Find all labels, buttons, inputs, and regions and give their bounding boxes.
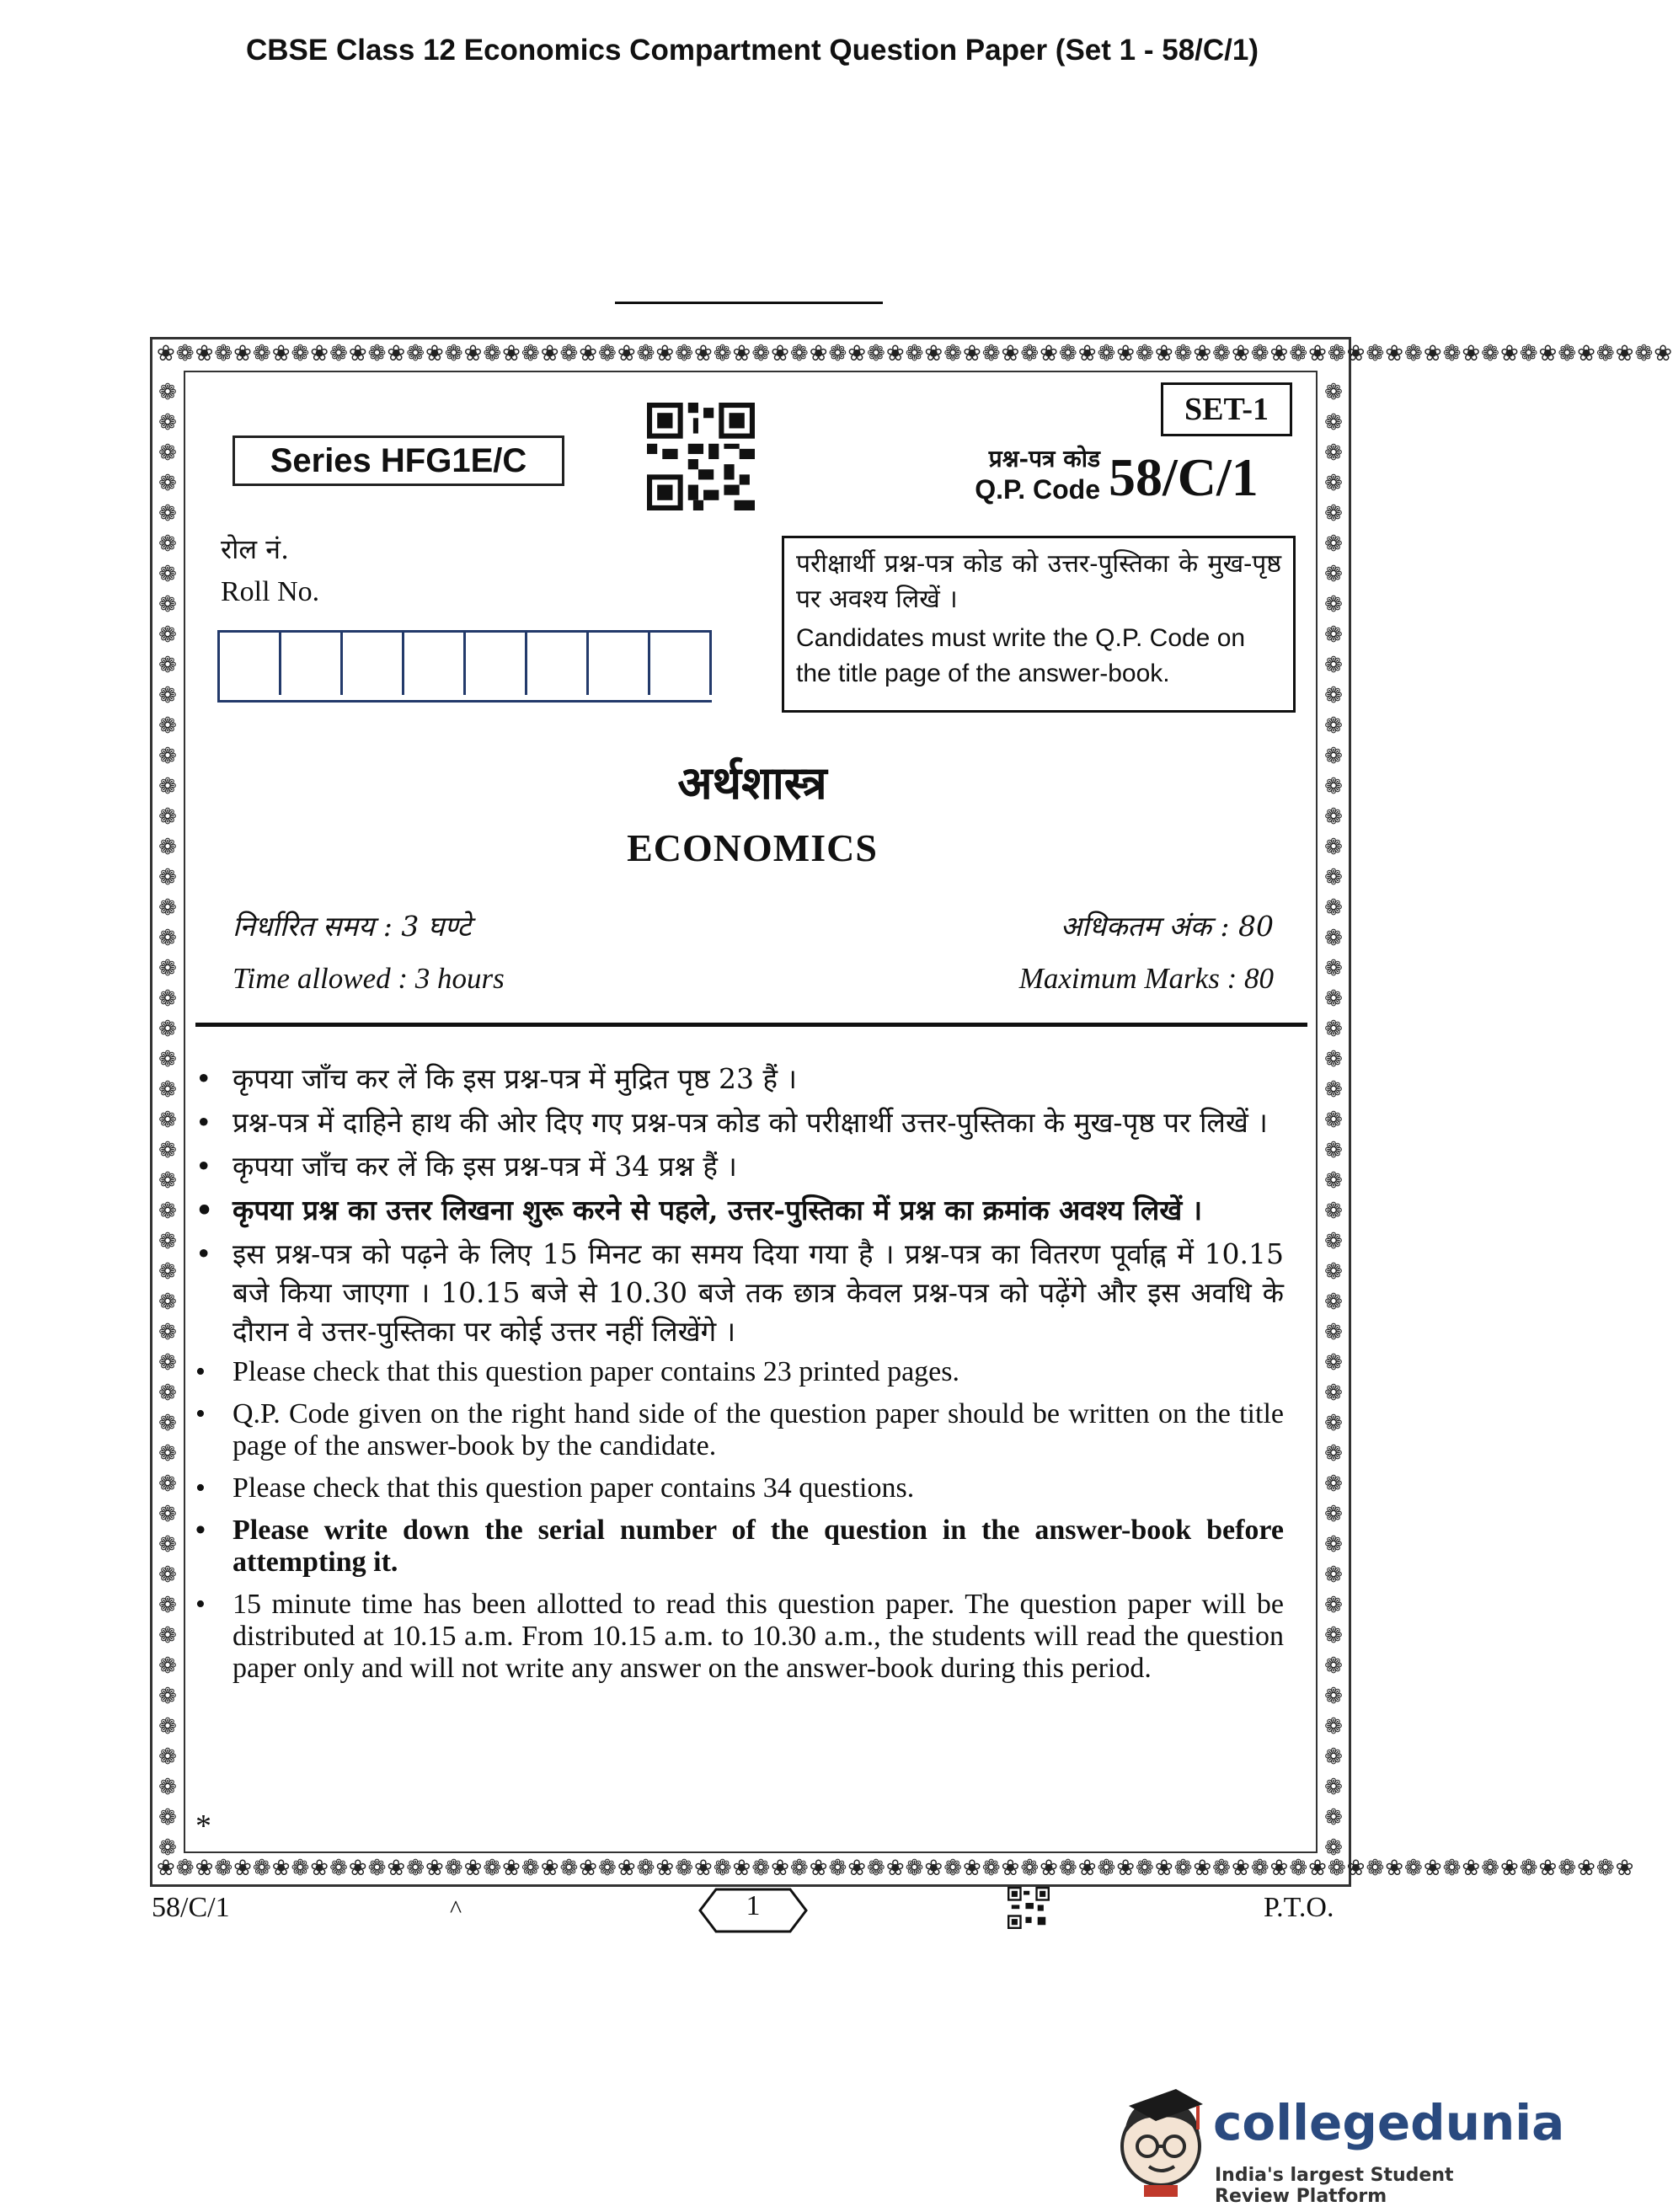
instruction-item: • Please check that this question paper contains 34 questions.: [195, 1472, 915, 1504]
maximum-marks-hindi: अधिकतम अंक : 80: [1060, 910, 1274, 943]
instruction-item: • Please check that this question paper contains 23 printed pages.: [195, 1356, 959, 1387]
series-label: Series HFG1E/C: [233, 435, 564, 486]
qp-code-instruction-box: [782, 536, 1296, 713]
subject-title: ECONOMICS: [627, 826, 878, 869]
roll-label-hindi: रोल नं.: [221, 533, 290, 565]
border-ornament-left: ❁❁❁❁❁❁❁❁❁❁❁❁❁❁❁❁❁❁❁❁❁❁❁❁❁❁❁❁❁❁❁❁❁❁❁❁❁❁❁❁❁❁❁❁❁❁❁❁❁: [158, 380, 177, 1861]
instruction-box-english: Candidates must write the Q.P. Code on the title page of the answer-book.: [796, 624, 1246, 687]
instruction-item: • कृपया जाँच कर लें कि इस प्रश्न-पत्र में 34 प्रश्न हैं ।: [195, 1150, 737, 1183]
qp-code-label: Q.P. Code: [975, 474, 1100, 505]
asterisk-mark: *: [195, 1809, 211, 1844]
roll-box: [589, 633, 650, 695]
roll-box: [220, 633, 281, 695]
footer-qp-code: 58/C/1: [152, 1892, 230, 1923]
please-turn-over: P.T.O.: [1264, 1892, 1334, 1923]
roll-box: [343, 633, 404, 695]
footer-caret: ^: [450, 1895, 462, 1923]
instruction-box-hindi: परीक्षार्थी प्रश्न-पत्र कोड को उत्तर-पुस्तिका के मुख-पृष्ठ पर अवश्य लिखें ।: [796, 549, 1281, 614]
border-ornament-right: ❁❁❁❁❁❁❁❁❁❁❁❁❁❁❁❁❁❁❁❁❁❁❁❁❁❁❁❁❁❁❁❁❁❁❁❁❁❁❁❁❁❁❁❁❁❁❁❁❁: [1324, 380, 1343, 1861]
header-divider: [195, 1023, 1307, 1027]
roll-box: [404, 633, 466, 695]
roll-box: [527, 633, 589, 695]
instruction-item: • कृपया प्रश्न का उत्तर लिखना शुरू करने से पहले, उत्तर-पुस्तिका में प्रश्न का क्रमांक अवश्य लिखें ।: [195, 1194, 1203, 1226]
border-ornament-bottom: ❀❁❀❁❀❁❀❁❀❁❀❁❀❁❀❁❀❁❀❁❀❁❀❁❀❁❀❁❀❁❀❁❀❁❀❁❀❁❀❁❀❁❀❁❀❁❀❁❀❁❀❁❀❁❀❁❀❁❀❁❀❁❀❁❀❁❀❁❀❁❀❁❀❁❀❁❀: [157, 1856, 1635, 1881]
qr-code-icon: [647, 403, 755, 510]
qr-code-small-icon: [1008, 1887, 1050, 1929]
logo-tagline: India's largest Student Review Platform: [1215, 2165, 1454, 2207]
roll-box: [650, 633, 712, 695]
instruction-item: • Q.P. Code given on the right hand side of the question paper should be written on the title page of the answer-book by the candidate.: [195, 1398, 1284, 1461]
instruction-item: • प्रश्न-पत्र में दाहिने हाथ की ओर दिए गए प्रश्न-पत्र कोड को परीक्षार्थी उत्तर-पुस्तिका के मुख-पृष्ठ पर लिखें ।: [195, 1106, 1268, 1139]
general-instructions: [192, 1060, 1284, 1695]
instruction-item: • Please write down the serial number of the question in the answer-book before attempting it.: [195, 1515, 1284, 1578]
time-allowed: Time allowed : 3 hours: [233, 962, 505, 995]
roll-label: Roll No.: [221, 576, 320, 607]
qp-code-label-hindi: प्रश्न-पत्र कोड: [988, 445, 1100, 473]
time-allowed-hindi: निर्धारित समय : 3 घण्टे: [233, 910, 472, 943]
instruction-item: • 15 minute time has been allotted to read this question paper. The question paper will be distributed at 10.15 a.m. From 10.15 a.m. to 10.30 a.m., the students will read the question paper only and will not write any answer on the answer-book during this period.: [195, 1589, 1284, 1684]
maximum-marks: Maximum Marks : 80: [1018, 962, 1274, 995]
roll-box: [281, 633, 343, 695]
roll-number-boxes: [217, 630, 712, 703]
top-rule: [615, 302, 883, 304]
qp-code: 58/C/1: [1109, 447, 1259, 507]
logo-wordmark: collegedunia: [1213, 2094, 1565, 2151]
roll-box: [466, 633, 527, 695]
instruction-item: • इस प्रश्न-पत्र को पढ़ने के लिए 15 मिनट का समय दिया गया है । प्रश्न-पत्र का वितरण पूर्वाह्न में 10.15 बजे किया जाएगा । 10.15 बजे से 10.30 बजे तक छात्र केवल प्रश्न-पत्र को पढ़ेंगे और इस अवधि के दौरान वे उत्तर-पुस्तिका पर कोई उत्तर नहीं लिखेंगे ।: [195, 1237, 1284, 1348]
instruction-item: • कृपया जाँच कर लें कि इस प्रश्न-पत्र में मुद्रित पृष्ठ 23 हैं ।: [195, 1062, 798, 1095]
subject-title-hindi: अर्थशास्त्र: [677, 756, 827, 809]
document-title: CBSE Class 12 Economics Compartment Question Paper (Set 1 - 58/C/1): [245, 34, 1259, 67]
set-label: SET-1: [1161, 382, 1292, 436]
page-number: 1: [746, 1890, 761, 1921]
border-ornament-top: ❀❁❀❁❀❁❀❁❀❁❀❁❀❁❀❁❀❁❀❁❀❁❀❁❀❁❀❁❀❁❀❁❀❁❀❁❀❁❀❁❀❁❀❁❀❁❀❁❀❁❀❁❀❁❀❁❀❁❀❁❀❁❀❁❀❁❀❁❀❁❀❁❀❁❀❁❀❁❀: [157, 341, 1673, 366]
